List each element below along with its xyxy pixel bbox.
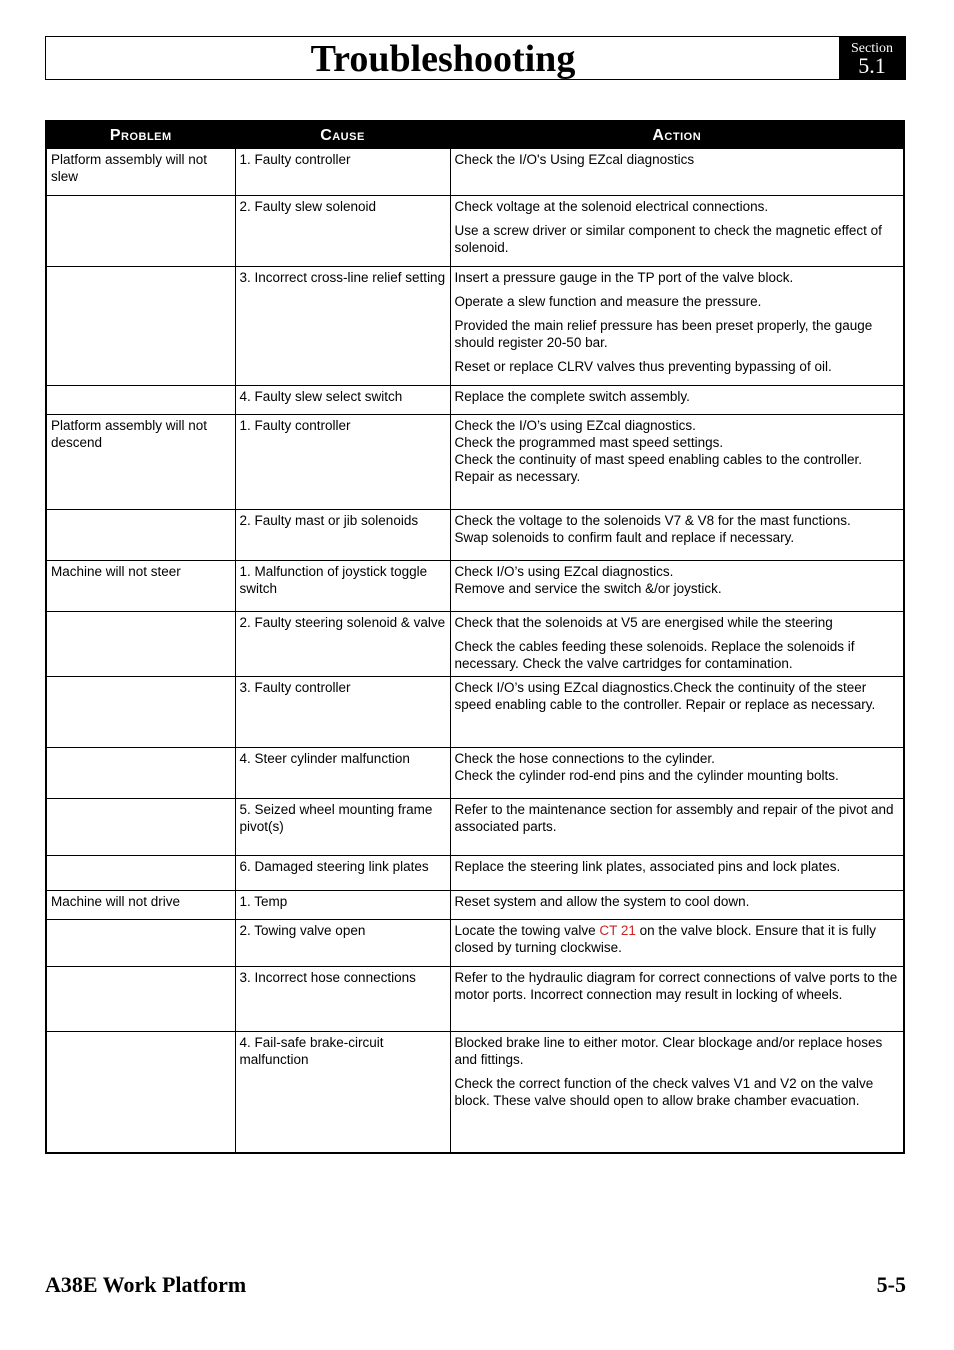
footer-title: A38E Work Platform	[45, 1272, 247, 1297]
action-line: Replace the complete switch assembly.	[454, 389, 690, 404]
action-line: Remove and service the switch &/or joystick.	[454, 581, 722, 596]
table-row	[46, 267, 904, 386]
action-line: Check the voltage to the solenoids V7 & V8 for the mast functions.	[454, 513, 851, 528]
troubleshooting-table	[45, 120, 905, 1154]
table-row	[46, 891, 904, 920]
action-line: Check the programmed mast speed settings.	[454, 435, 724, 450]
section-number: 5.1	[858, 53, 886, 78]
action-line: Operate a slew function and measure the pressure.	[454, 294, 762, 309]
problem-cell: Platform assembly will not slew	[46, 149, 235, 196]
problem-cell	[46, 386, 235, 415]
cause-cell: 2. Faulty steering solenoid & valve	[235, 612, 450, 677]
problem-cell	[46, 1032, 235, 1154]
action-line: Check I/O’s using EZcal diagnostics.	[454, 564, 674, 579]
table-row	[46, 415, 904, 510]
action-line: Reset system and allow the system to cool down.	[454, 894, 750, 909]
table-row	[46, 967, 904, 1032]
cause-cell: 4. Fail-safe brake-circuit malfunction	[235, 1032, 450, 1154]
table-row	[46, 1032, 904, 1154]
problem-cell	[46, 967, 235, 1032]
action-cell	[450, 1032, 904, 1154]
action-line: Check that the solenoids at V5 are energised while the steering	[454, 615, 833, 630]
column-header-problem: Problem	[46, 121, 235, 149]
problem-cell	[46, 612, 235, 677]
table-row	[46, 856, 904, 891]
table-row	[46, 149, 904, 196]
table-header-row	[46, 121, 904, 149]
cause-cell: 1. Faulty controller	[235, 415, 450, 510]
cause-cell: 4. Faulty slew select switch	[235, 386, 450, 415]
title-box	[45, 36, 906, 80]
action-line: Refer to the maintenance section for assembly and repair of the pivot and associated parts.	[454, 802, 894, 834]
cause-cell: 1. Temp	[235, 891, 450, 920]
action-line: Check the hose connections to the cylinder.	[454, 751, 715, 766]
action-line: Reset or replace CLRV valves thus preventing bypassing of oil.	[454, 359, 832, 374]
problem-cell: Machine will not steer	[46, 561, 235, 612]
action-cell	[450, 891, 904, 920]
problem-cell	[46, 510, 235, 561]
cause-cell: 3. Faulty controller	[235, 677, 450, 748]
action-cell	[450, 196, 904, 267]
action-line: Check the continuity of mast speed enabling cables to the controller.	[454, 452, 862, 467]
page-number: 5-5	[876, 1272, 906, 1297]
problem-cell	[46, 856, 235, 891]
table-row	[46, 920, 904, 967]
action-cell	[450, 386, 904, 415]
cause-cell: 1. Malfunction of joystick toggle switch	[235, 561, 450, 612]
action-cell	[450, 561, 904, 612]
action-text: Locate the towing valve	[454, 923, 600, 938]
cause-cell: 2. Faulty mast or jib solenoids	[235, 510, 450, 561]
column-header-action: Action	[450, 121, 904, 149]
table-row	[46, 561, 904, 612]
cause-cell: 6. Damaged steering link plates	[235, 856, 450, 891]
action-cell	[450, 267, 904, 386]
cause-cell: 2. Towing valve open	[235, 920, 450, 967]
action-line: Check the I/O's Using EZcal diagnostics	[454, 152, 695, 167]
action-cell	[450, 149, 904, 196]
valve-reference: CT 21	[599, 923, 636, 938]
action-cell	[450, 510, 904, 561]
action-cell	[450, 920, 904, 967]
problem-cell	[46, 748, 235, 799]
page-title: Troubleshooting	[310, 38, 576, 80]
table-row	[46, 386, 904, 415]
action-cell	[450, 612, 904, 677]
action-cell	[450, 748, 904, 799]
action-line: Check the cables feeding these solenoids. Replace the solenoids if necessary. Check the valve cartridges for contamination.	[454, 639, 855, 671]
table-row	[46, 748, 904, 799]
cause-cell: 1. Faulty controller	[235, 149, 450, 196]
action-text: on the valve block. Ensure that it is fully closed by turning clockwise.	[454, 923, 876, 955]
table-row	[46, 799, 904, 856]
action-cell	[450, 799, 904, 856]
action-line: Insert a pressure gauge in the TP port of the valve block.	[454, 270, 794, 285]
cause-cell: 3. Incorrect cross-line relief setting	[235, 267, 450, 386]
action-line: Provided the main relief pressure has been preset properly, the gauge should register 20-50 bar.	[454, 318, 873, 350]
section-badge	[839, 37, 905, 79]
action-cell	[450, 677, 904, 748]
problem-cell: Machine will not drive	[46, 891, 235, 920]
action-line: Check voltage at the solenoid electrical connections.	[454, 199, 769, 214]
action-line: Check I/O’s using EZcal diagnostics.Check the continuity of the steer speed enabling cable to the controller. Repair or replace as necessary.	[454, 680, 876, 712]
problem-cell	[46, 677, 235, 748]
cause-cell: 5. Seized wheel mounting frame pivot(s)	[235, 799, 450, 856]
cause-cell: 2. Faulty slew solenoid	[235, 196, 450, 267]
table-row	[46, 196, 904, 267]
action-line: Refer to the hydraulic diagram for correct connections of valve ports to the motor ports. Incorrect connection may result in locking of wheels.	[454, 970, 898, 1002]
problem-cell	[46, 799, 235, 856]
section-label: Section	[851, 41, 893, 56]
action-cell	[450, 967, 904, 1032]
action-cell	[450, 415, 904, 510]
action-line: Repair as necessary.	[454, 469, 581, 484]
cause-cell: 4. Steer cylinder malfunction	[235, 748, 450, 799]
action-line: Swap solenoids to confirm fault and replace if necessary.	[454, 530, 795, 545]
problem-cell: Platform assembly will not descend	[46, 415, 235, 510]
action-line: Check the cylinder rod-end pins and the cylinder mounting bolts.	[454, 768, 839, 783]
problem-cell	[46, 920, 235, 967]
table-row	[46, 612, 904, 677]
problem-cell	[46, 196, 235, 267]
action-line: Replace the steering link plates, associated pins and lock plates.	[454, 859, 841, 874]
table-row	[46, 510, 904, 561]
cause-cell: 3. Incorrect hose connections	[235, 967, 450, 1032]
action-line: Check the correct function of the check valves V1 and V2 on the valve block. These valve should open to allow brake chamber evacuation.	[454, 1076, 874, 1108]
table-row	[46, 677, 904, 748]
column-header-cause: Cause	[235, 121, 450, 149]
action-cell	[450, 856, 904, 891]
action-line: Use a screw driver or similar component to check the magnetic effect of solenoid.	[454, 223, 882, 255]
problem-cell	[46, 267, 235, 386]
action-line: Check the I/O’s using EZcal diagnostics.	[454, 418, 696, 433]
action-line: Blocked brake line to either motor. Clear blockage and/or replace hoses and fittings.	[454, 1035, 883, 1067]
